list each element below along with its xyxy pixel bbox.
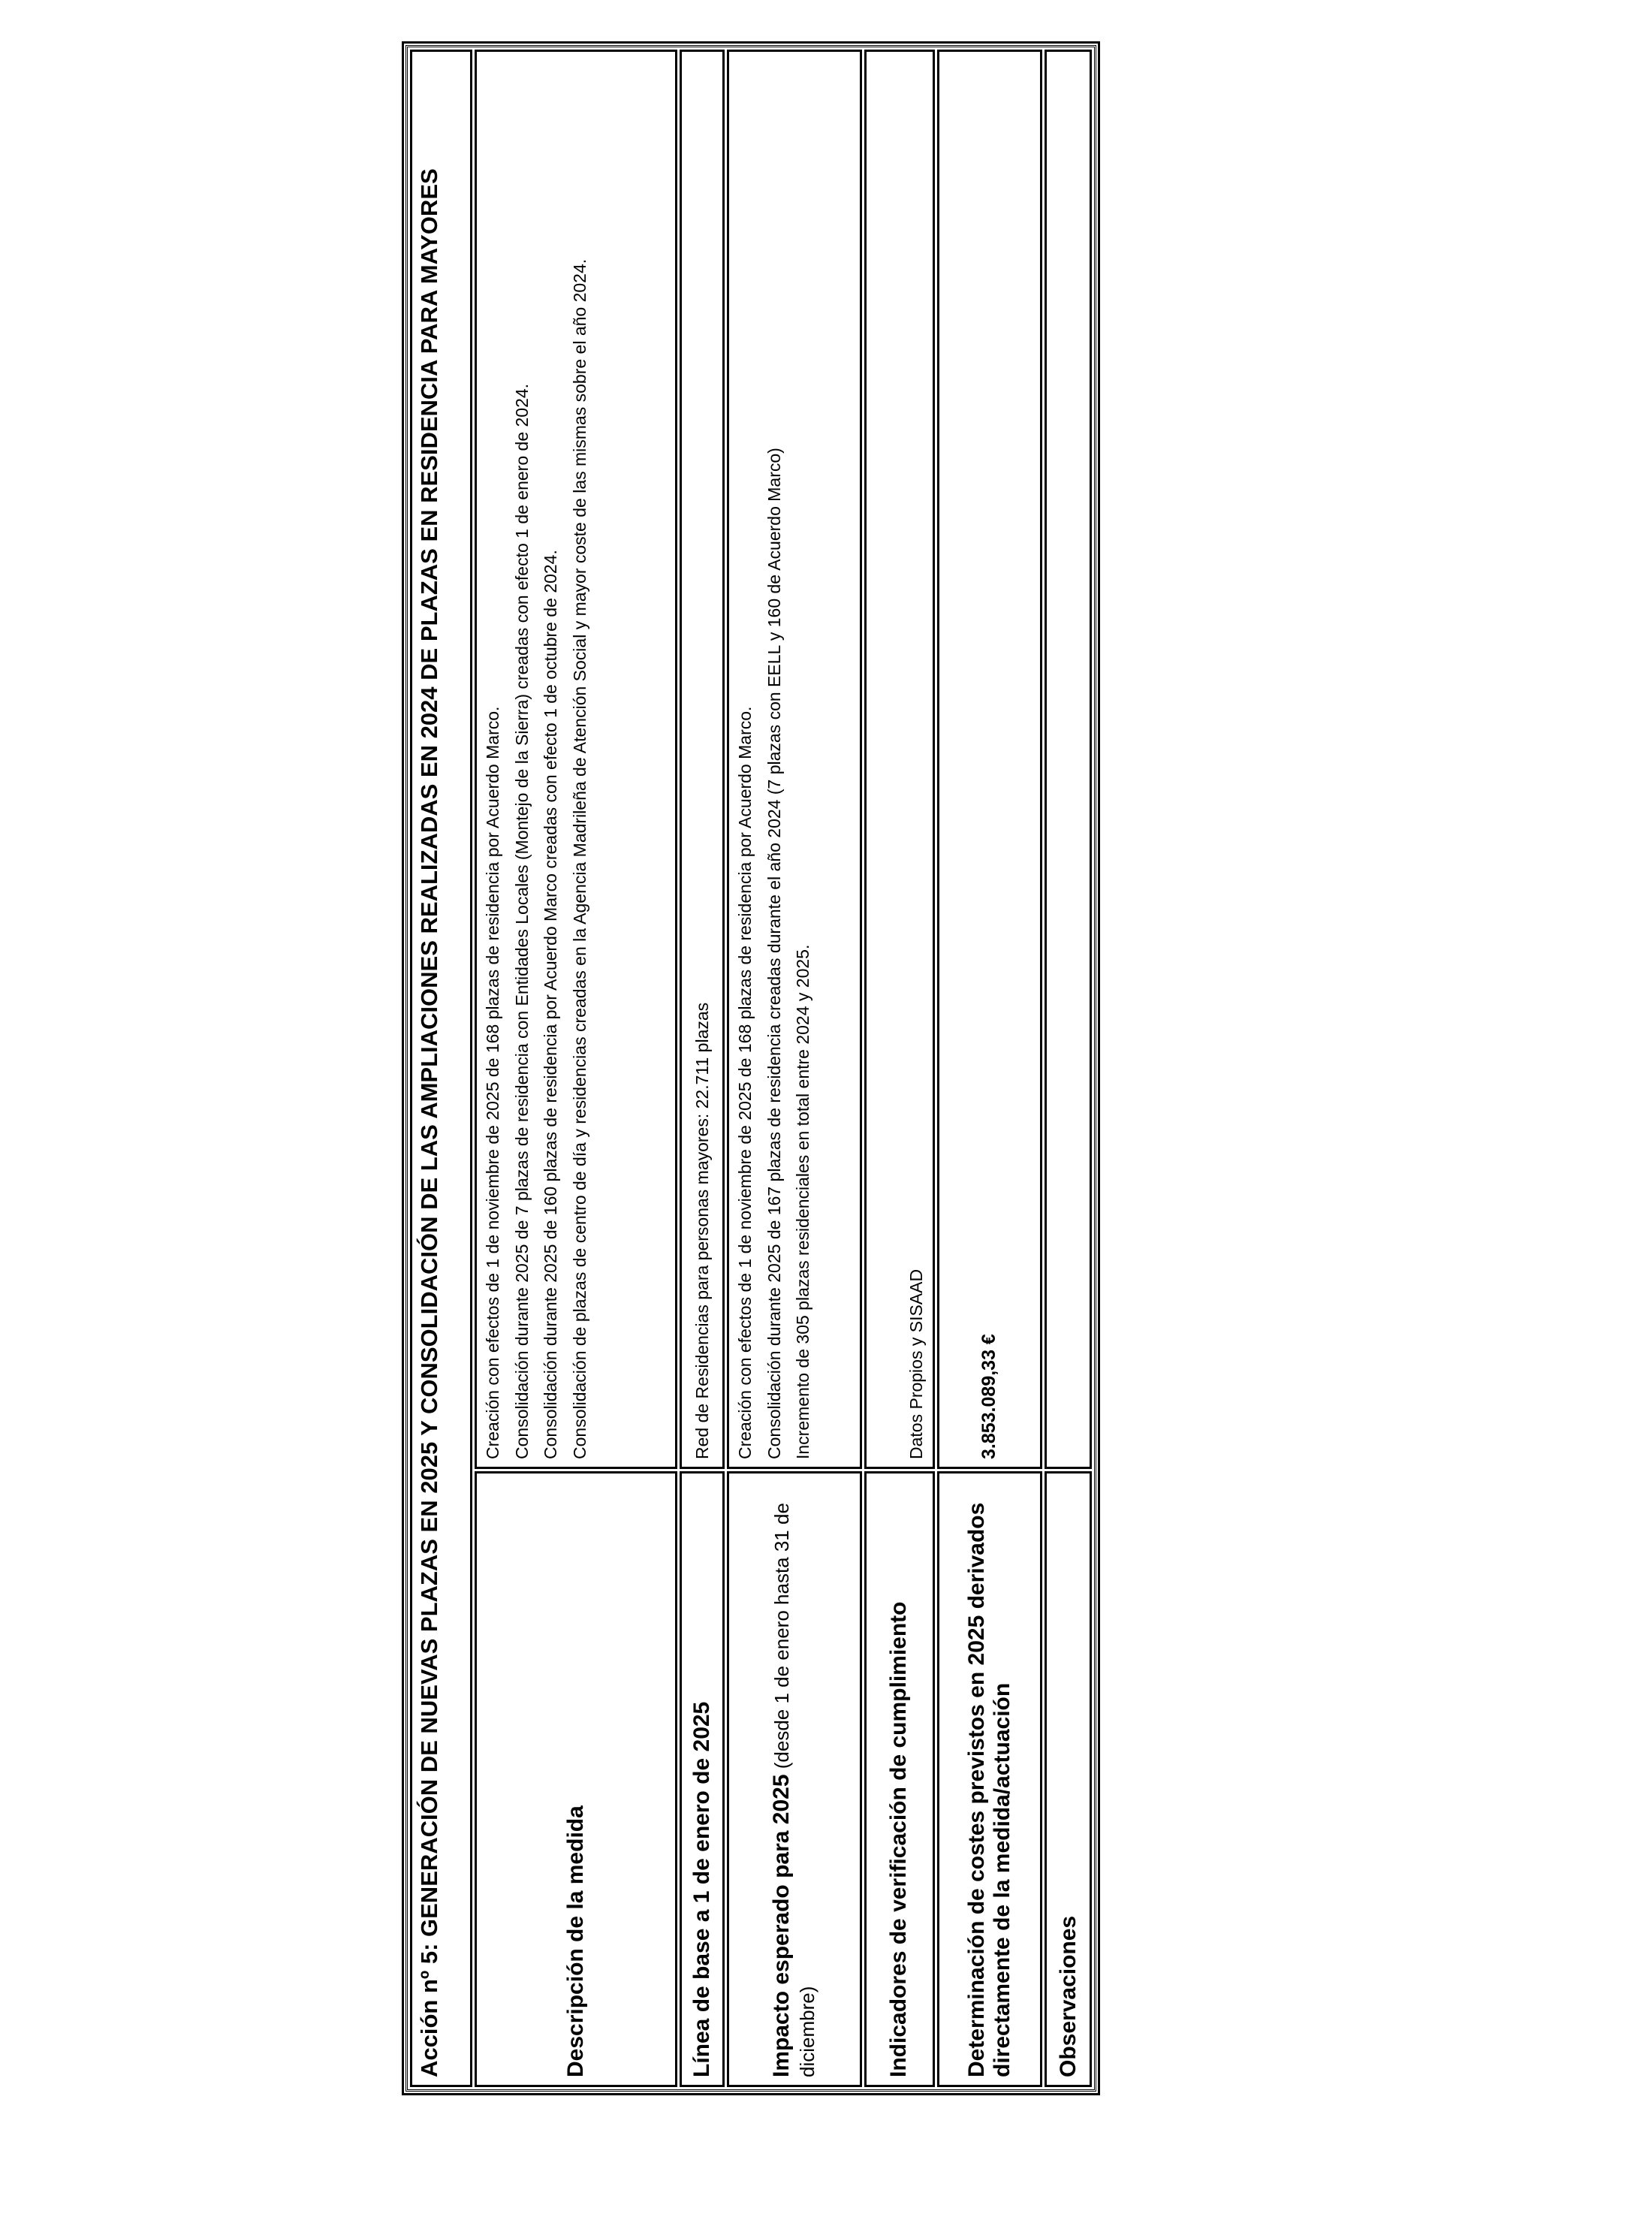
baseline-value: Red de Residencias para personas mayores: 22.711 plazas	[680, 50, 725, 1469]
description-paragraph: Consolidación durante 2025 de 7 plazas de residencia con Entidades Locales (Montejo de la Sierra) creadas con efecto 1 de enero de 2024.	[511, 383, 532, 1459]
observations-label: Observaciones	[1045, 1471, 1092, 2087]
description-label: Descripción de la medida	[475, 1471, 677, 2087]
costs-label: Determinación de costes previstos en 2025 derivados directamente de la medida/actuación	[937, 1471, 1043, 2087]
impact-label	[727, 1471, 861, 2087]
observations-value	[1045, 50, 1092, 1469]
impact-paragraph: Creación con efectos de 1 de noviembre de 2025 de 168 plazas de residencia por Acuerdo Marco.	[735, 706, 755, 1459]
rotated-document	[405, 56, 1096, 2092]
action-table	[405, 45, 1096, 2092]
impact-paragraph: Consolidación durante 2025 de 167 plazas de residencia creadas durante el año 2024 (7 plazas con EELL y 160 de Acuerdo Marco)	[764, 448, 784, 1459]
baseline-label: Línea de base a 1 de enero de 2025	[680, 1471, 725, 2087]
description-content	[475, 50, 677, 1469]
impact-paragraph: Incremento de 305 plazas residenciales en total entre 2024 y 2025.	[792, 944, 812, 1459]
impact-label-bold: Impacto esperado para 2025	[768, 1774, 794, 2077]
impact-label-range: (desde 1 de enero hasta 31 de diciembre)	[770, 1503, 818, 2077]
costs-value: 3.853.089,33 €	[937, 50, 1043, 1469]
description-paragraph: Consolidación durante 2025 de 160 plazas de residencia por Acuerdo Marco creadas con efecto 1 de octubre de 2024.	[541, 550, 561, 1459]
description-paragraph: Creación con efectos de 1 de noviembre de 2025 de 168 plazas de residencia por Acuerdo Marco.	[483, 706, 503, 1459]
indicators-label: Indicadores de verificación de cumplimiento	[864, 1471, 935, 2087]
action-title: Acción nº 5: GENERACIÓN DE NUEVAS PLAZAS EN 2025 Y CONSOLIDACIÓN DE LAS AMPLIACIONES REALIZADAS EN 2024 DE PLAZAS EN RESIDENCIA PARA MAYORES	[410, 50, 472, 2087]
impact-content	[727, 50, 861, 1469]
indicators-value: Datos Propios y SISAAD	[864, 50, 935, 1469]
description-paragraph: Consolidación de plazas de centro de día y residencias creadas en la Agencia Madrileña de Atención Social y mayor coste de las mismas sobre el año 2024.	[569, 258, 589, 1459]
